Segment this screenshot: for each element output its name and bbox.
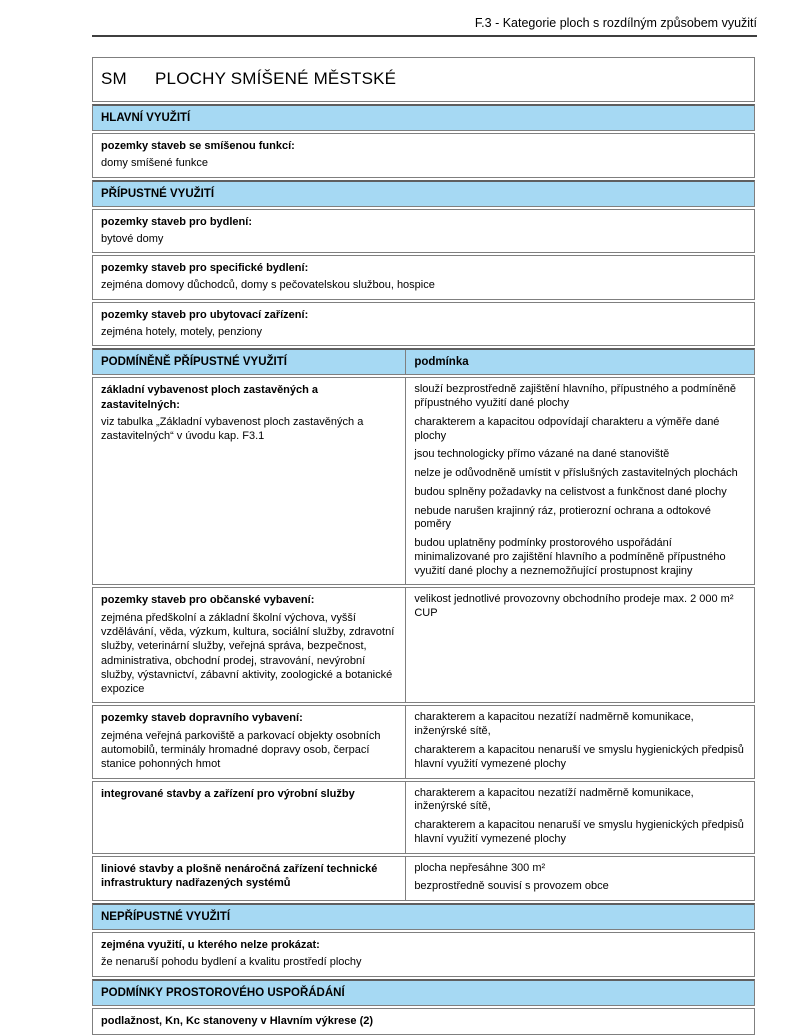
row-description: že nenaruší pohodu bydlení a kvalitu prostředí plochy <box>101 956 362 969</box>
table-row <box>92 856 755 902</box>
row-label: pozemky staveb pro občanské vybavení: <box>101 594 315 607</box>
row-label: pozemky staveb pro specifické bydlení: <box>101 262 309 275</box>
condition-item: budou uplatněny podmínky prostorového uspořádání minimalizované pro zajištění hlavního a podmíněně přípustného využití dané plochy a neznemožňující prostupnost krajiny <box>414 537 726 577</box>
permissible-header <box>92 180 755 207</box>
row-label: základní vybavenost ploch zastavěných a zastavitelných: <box>101 384 319 411</box>
main-use-header <box>92 104 755 131</box>
row-description: zejména předškolní a základní školní výchova, vyšší vzdělávání, věda, výzkum, kultura, sociální služby, zdravotní služby, veterinární služby, veřejná správa, bezpečnost, administrativa, obchodní prodej, stravování, nevýrobní služby, výstavnictví, zábavní aktivity, zoologické a botanické expozice <box>101 611 395 696</box>
row-label: podlažnost, Kn, Kc stanoveny v Hlavním výkrese (2) <box>101 1014 374 1027</box>
condition-item: velikost jednotlivé provozovny obchodního prodeje max. 2 000 m² CUP <box>414 593 734 620</box>
spatial-header <box>92 979 755 1006</box>
condition-item: plocha nepřesáhne 300 m² <box>414 861 546 874</box>
condition-item: bezprostředně souvisí s provozem obce <box>414 880 609 893</box>
condition-item: budou splněny požadavky na celistvost a funkčnost dané plochy <box>414 485 727 498</box>
condition-item: charakterem a kapacitou odpovídají charakteru a výměře dané plochy <box>414 415 720 442</box>
condition-item: charakterem a kapacitou nezatíží nadměrně komunikace, inženýrské sítě, <box>414 786 694 813</box>
table-row <box>92 302 755 347</box>
condition-item: nelze je odůvodněně umístit v příslušných zastavitelných plochách <box>414 467 738 480</box>
section-header-label: PŘÍPUSTNÉ VYUŽITÍ <box>101 187 215 200</box>
row-description: domy smíšené funkce <box>101 157 208 170</box>
table-row <box>92 255 755 300</box>
page-header-title: F.3 - Kategorie ploch s rozdílným způsobem využití <box>92 16 757 37</box>
condition-column-header: podmínka <box>414 356 469 369</box>
section-header-label: PODMÍNKY PROSTOROVÉHO USPOŘÁDÁNÍ <box>101 986 345 999</box>
impermissible-header <box>92 903 755 930</box>
document-page <box>0 16 798 1027</box>
conditional-header: PODMÍNĚNĚ PŘÍPUSTNÉ VYUŽITÍ <box>93 350 406 374</box>
row-label: pozemky staveb pro bydlení: <box>101 215 252 228</box>
condition-item: slouží bezprostředně zajištění hlavního, přípustného a podmíněně přípustného využití dané plochy <box>414 383 736 410</box>
condition-item: charakterem a kapacitou nenaruší ve smyslu hygienických předpisů hlavní využití vymezené plochy <box>414 819 744 845</box>
row-label: zejména využití, u kterého nelze prokázat: <box>101 939 320 952</box>
zone-title: PLOCHY SMÍŠENÉ MĚSTSKÉ <box>155 69 397 88</box>
table-row <box>92 209 755 254</box>
section-header-label: NEPŘÍPUSTNÉ VYUŽITÍ <box>101 911 231 924</box>
table-row <box>92 377 755 585</box>
zone-table <box>92 57 755 1035</box>
row-description: zejména hotely, motely, penziony <box>101 326 263 339</box>
row-label: liniové stavby a plošně nenáročná zařízení technické infrastruktury nadřazených systémů <box>101 862 378 889</box>
table-row <box>92 705 755 778</box>
row-label: integrované stavby a zařízení pro výrobní služby <box>101 787 355 800</box>
conditional-header-row <box>92 348 755 375</box>
zone-title-row <box>92 57 755 102</box>
table-row <box>92 781 755 854</box>
condition-item: charakterem a kapacitou nezatíží nadměrně komunikace, inženýrské sítě, <box>414 711 694 738</box>
condition-item: charakterem a kapacitou nenaruší ve smyslu hygienických předpisů hlavní využití vymezené plochy <box>414 743 744 770</box>
row-label: pozemky staveb pro ubytovací zařízení: <box>101 308 309 321</box>
table-row <box>92 1008 755 1035</box>
condition-item: jsou technologicky přímo vázané na dané stanoviště <box>414 448 670 461</box>
table-row <box>92 587 755 703</box>
condition-item: nebude narušen krajinný ráz, protierozní ochrana a odtokové poměry <box>414 504 711 531</box>
row-description: zejména domovy důchodců, domy s pečovatelskou službou, hospice <box>101 279 435 292</box>
table-row <box>92 932 755 977</box>
table-row <box>92 133 755 178</box>
row-description: viz tabulka „Základní vybavenost ploch zastavěných a zastavitelných“ v úvodu kap. F3.1 <box>101 415 364 443</box>
section-header-label: HLAVNÍ VYUŽITÍ <box>101 112 191 124</box>
row-description: bytové domy <box>101 232 164 245</box>
row-label: pozemky staveb dopravního vybavení: <box>101 712 303 725</box>
row-label: pozemky staveb se smíšenou funkcí: <box>101 140 295 152</box>
zone-code: SM <box>101 69 127 88</box>
row-description: zejména veřejná parkoviště a parkovací objekty osobních automobilů, terminály hromadné dopravy osob, čerpací stanice pohonných hmot <box>101 729 381 771</box>
